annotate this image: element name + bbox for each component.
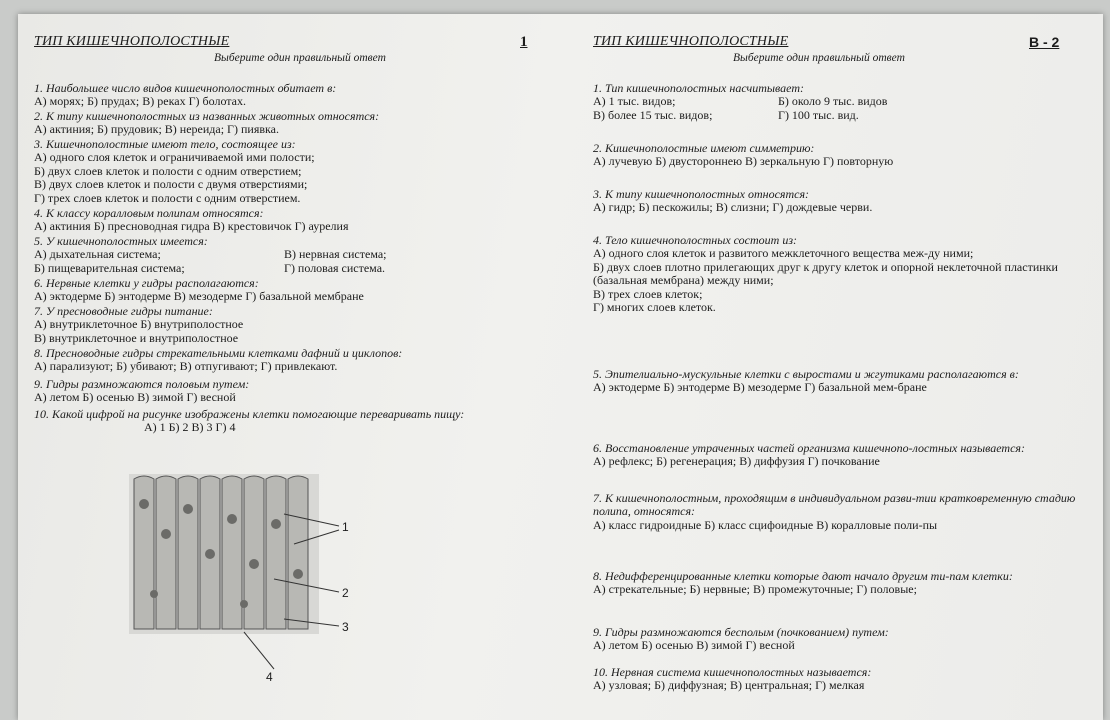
- question-3: [593, 188, 1093, 215]
- question-1: [34, 82, 574, 109]
- question-text: 4. К классу коралловым полипам относятся:: [34, 206, 264, 220]
- question-text: 8. Пресноводные гидры стрекательными клетками дафний и циклопов:: [34, 346, 403, 360]
- hydra-cells-figure: [124, 464, 384, 714]
- question-10: [34, 408, 574, 435]
- answer-option: Г) половая система.: [284, 260, 386, 275]
- question-text: 1. Тип кишечнополостных насчитывает:: [593, 81, 804, 95]
- answer-options: А) летом Б) осенью В) зимой Г) весной: [34, 390, 236, 405]
- question-text: 8. Недифференцированные клетки которые дают начало другим ти-пам клетки:: [593, 569, 1013, 583]
- answer-options: А) лучевую Б) двустороннею В) зеркальную Г) повторную: [593, 154, 894, 169]
- question-7: [593, 492, 1093, 532]
- question-text: 10. Нервная система кишечнополостных называется:: [593, 665, 872, 679]
- answer-options: А) эктодерме Б) энтодерме В) мезодерме Г) базальной мем-бране: [593, 380, 927, 395]
- figure-label-3: 3: [342, 620, 349, 634]
- answer-option: Г) трех слоев клеток и полости с одним отверстием.: [34, 190, 301, 205]
- question-text: 2. Кишечнополостные имеют симметрию:: [593, 141, 815, 155]
- answer-grid: [593, 95, 1093, 122]
- question-5: [593, 368, 1093, 395]
- question-text: 6. Восстановление утраченных частей организма кишечнопо-лостных называется:: [593, 441, 1025, 455]
- answer-options: А) класс гидроидные Б) класс сцифоидные В) коралловые поли-пы: [593, 517, 938, 532]
- answer-options: А) 1 Б) 2 В) 3 Г) 4: [144, 420, 236, 435]
- question-text: 4. Тело кишечнополостных состоит из:: [593, 233, 798, 247]
- answer-options: А) стрекательные; Б) нервные; В) промежуточные; Г) половые;: [593, 582, 917, 597]
- question-text: 2. К типу кишечнополостных из названных животных относятся:: [34, 109, 380, 123]
- question-text: 7. К кишечнополостным, проходящим в индивидуальном разви-тии кратковременную стадию полипа, относятся:: [593, 491, 1076, 519]
- answer-option: В) трех слоев клеток;: [593, 286, 703, 301]
- answer-options: А) актиния; Б) прудовик; В) нереида; Г) пиявка.: [34, 122, 279, 137]
- question-4: [34, 207, 574, 234]
- worksheet-page: [18, 14, 1103, 720]
- instructions: Выберите один правильный ответ: [214, 52, 386, 64]
- question-text: 5. У кишечнополостных имеется:: [34, 234, 208, 248]
- question-2: [34, 110, 574, 137]
- answer-option: Г) многих слоев клеток.: [593, 300, 716, 315]
- answer-option: Б) двух слоев клеток и полости с одним отверстием;: [34, 163, 302, 178]
- answer-option: Б) около 9 тыс. видов: [778, 94, 888, 109]
- answer-option: В) двух слоев клеток и полости с двумя отверстиями;: [34, 177, 308, 192]
- answer-options: А) морях; Б) прудах; В) реках Г) болотах.: [34, 94, 246, 109]
- answer-options: А) летом Б) осенью В) зимой Г) весной: [593, 638, 795, 653]
- question-text: 6. Нервные клетки у гидры располагаются:: [34, 276, 259, 290]
- answer-options: А) рефлекс; Б) регенерация; В) диффузия Г) почкование: [593, 454, 880, 469]
- question-9: [34, 378, 574, 405]
- question-8: [593, 570, 1093, 597]
- variant-number: 1: [520, 34, 528, 50]
- answer-option: А) одного слоя клеток и развитого межклеточного вещества меж-ду ними;: [593, 246, 974, 261]
- question-text: 10. Какой цифрой на рисунке изображены клетки помогающие переваривать пищу:: [34, 407, 465, 421]
- question-text: 9. Гидры размножаются половым путем:: [34, 377, 250, 391]
- answer-option: Б) пищеварительная система;: [34, 260, 185, 275]
- answer-option: А) 1 тыс. видов;: [593, 94, 676, 109]
- answer-option: А) дыхательная система;: [34, 247, 161, 262]
- question-1: [593, 82, 1093, 122]
- page-title: ТИП КИШЕЧНОПОЛОСТНЫЕ: [34, 34, 230, 49]
- figure-label-1: 1: [342, 520, 349, 534]
- question-text: 3. Кишечнополостные имеют тело, состоящее из:: [34, 137, 296, 151]
- answer-option: А) внутриклеточное Б) внутриполостное: [34, 317, 244, 332]
- variant-number: В - 2: [1029, 34, 1060, 50]
- question-3: [34, 138, 574, 205]
- answer-options: А) парализуют; Б) убивают; В) отпугивают; Г) привлекают.: [34, 359, 338, 374]
- question-5: [34, 235, 574, 275]
- question-text: 5. Эпителиально-мускульные клетки с выростами и жгутиками располагаются в:: [593, 367, 1019, 381]
- answer-options: А) узловая; Б) диффузная; В) центральная; Г) мелкая: [593, 678, 865, 693]
- question-4: [593, 234, 1093, 314]
- instructions: Выберите один правильный ответ: [733, 52, 905, 64]
- question-8: [34, 347, 574, 374]
- answer-option: В) более 15 тыс. видов;: [593, 107, 713, 122]
- figure-label-4: 4: [266, 670, 273, 684]
- answer-options: А) эктодерме Б) энтодерме В) мезодерме Г) базальной мембране: [34, 289, 364, 304]
- question-6: [34, 277, 574, 304]
- answer-options: А) гидр; Б) пескожилы; В) слизни; Г) дождевые черви.: [593, 200, 873, 215]
- answer-option: В) внутриклеточное и внутриполостное: [34, 330, 239, 345]
- question-7: [34, 305, 574, 345]
- figure-label-2: 2: [342, 586, 349, 600]
- answer-option: А) одного слоя клеток и ограничиваемой ими полости;: [34, 150, 315, 165]
- question-9: [593, 626, 1093, 653]
- page-title: ТИП КИШЕЧНОПОЛОСТНЫЕ: [593, 34, 789, 49]
- answer-option: В) нервная система;: [284, 247, 387, 262]
- answer-option: Б) двух слоев плотно прилегающих друг к другу клеток и опорной неклеточной пластинки (базальная мембрана) между ними;: [593, 259, 1058, 288]
- question-10: [593, 666, 1093, 693]
- answer-option: Г) 100 тыс. вид.: [778, 107, 859, 122]
- question-2: [593, 142, 1093, 169]
- question-text: 7. У пресноводные гидры питание:: [34, 304, 213, 318]
- answer-options: А) актиния Б) пресноводная гидра В) крестовичок Г) аурелия: [34, 219, 349, 234]
- question-text: 1. Наибольшее число видов кишечнополостных обитает в:: [34, 81, 337, 95]
- question-6: [593, 442, 1093, 469]
- answer-grid: [34, 248, 574, 275]
- question-text: 3. К типу кишечнополостных относятся:: [593, 187, 810, 201]
- question-text: 9. Гидры размножаются бесполым (почкованием) путем:: [593, 625, 889, 639]
